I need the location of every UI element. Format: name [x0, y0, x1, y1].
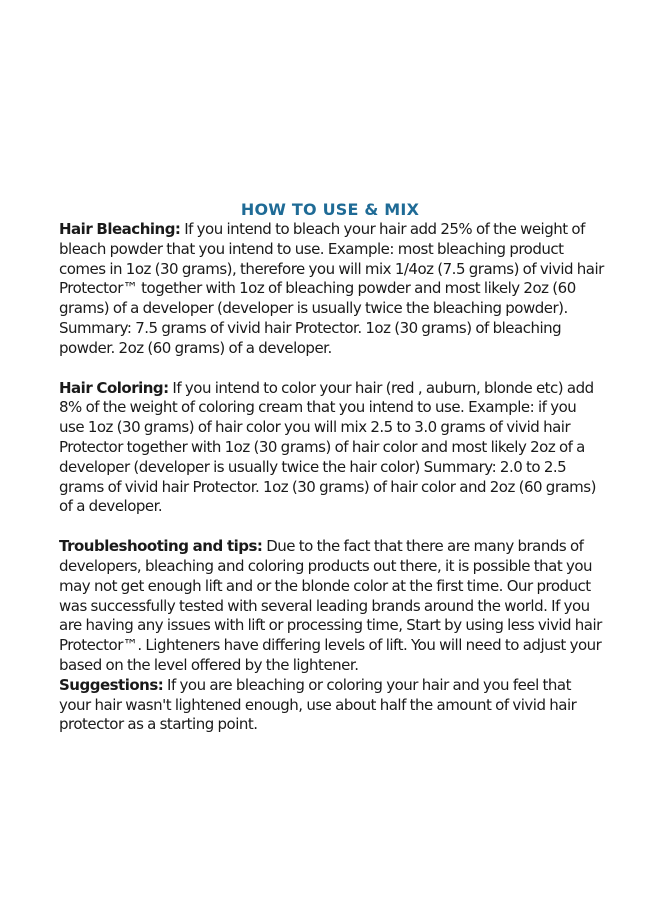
page-title: HOW TO USE & MIX: [240, 200, 420, 219]
suggestions-paragraph: [59, 676, 604, 735]
hair-coloring-paragraph: [59, 379, 604, 518]
hair-bleaching-text: If you intend to bleach your hair add 25% of the weight of bleach powder that you intend to use. Example: most bleaching product comes in 1oz (30 grams), therefore you will mix 1/4oz (7.5 grams) of vivid hair Protector™ together with 1oz of bleaching powder and most likely 2oz (60 grams) of a developer (developer is usually twice the bleaching powder). Summary: 7.5 grams of vivid hair Protector. 1oz (30 grams) of bleaching powder. 2oz (60 grams) of a developer.: [59, 220, 604, 357]
hair-coloring-heading: Hair Coloring:: [59, 378, 169, 397]
hair-bleaching-heading: Hair Bleaching:: [59, 220, 181, 238]
hair-coloring-text: If you intend to color your hair (red , auburn, blonde etc) add 8% of the weight of coloring cream that you intend to use. Example: if you use 1oz (30 grams) of hair color you will mix 2.5 to 3.0 grams of vivid hair Protector together with 1oz (30 grams) of hair color and most likely 2oz of a developer (developer is usually twice the hair color) Summary: 2.0 to 2.5 grams of vivid hair Protector. 1oz (30 grams) of hair color and 2oz (60 grams) of a developer.: [59, 378, 596, 516]
hair-bleaching-paragraph: [59, 220, 604, 359]
instructions-body: [59, 220, 604, 735]
paragraph-spacer: [59, 359, 604, 379]
suggestions-text: If you are bleaching or coloring your hair and you feel that your hair wasn't lightened enough, use about half the amount of vivid hair protector as a starting point.: [59, 675, 577, 734]
suggestions-heading: Suggestions:: [59, 675, 164, 694]
troubleshooting-text: Due to the fact that there are many brands of developers, bleaching and coloring products out there, it is possible that you may not get enough lift and or the blonde color at the first time. Our product was successfully tested with several leading brands around the world. If you are having any issues with lift or processing time, Start by using less vivid hair Protector™. Lighteners have differing levels of lift. You will need to adjust your based on the level offered by the lightener.: [59, 537, 602, 674]
troubleshooting-paragraph: [59, 537, 604, 676]
troubleshooting-heading: Troubleshooting and tips:: [59, 537, 263, 556]
paragraph-spacer: [59, 517, 604, 537]
